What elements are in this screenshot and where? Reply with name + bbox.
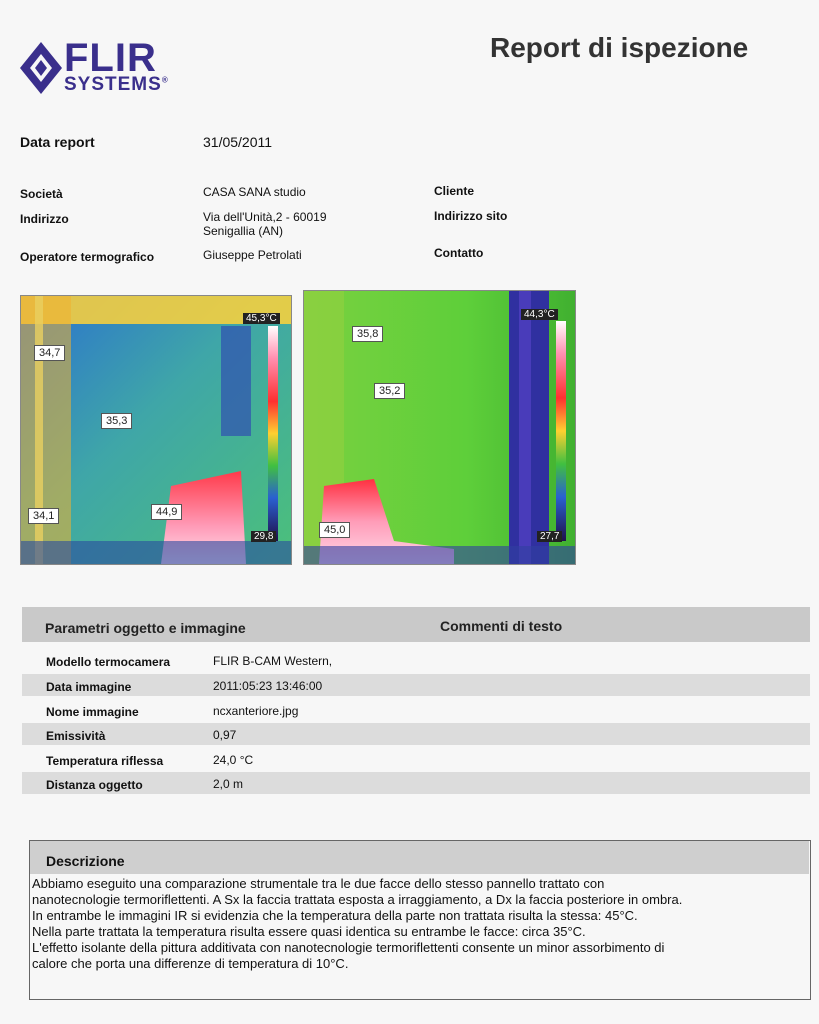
left-spot-2: 35,3: [101, 413, 132, 429]
description-title: Descrizione: [46, 853, 125, 869]
left-spot-3: 34,1: [28, 508, 59, 524]
table-row-band: [22, 674, 810, 696]
description-header-band: [30, 841, 809, 874]
right-spot-2: 35,2: [374, 383, 405, 399]
right-scale-max: 44,3°C: [521, 309, 558, 320]
param-value-temperatura: 24,0 °C: [213, 753, 254, 767]
param-label-data: Data immagine: [46, 680, 132, 694]
indirizzo-line2: Senigallia (AN): [203, 224, 284, 238]
description-line: nanotecnologie termoriflettenti. A Sx la faccia trattata esposta a irraggiamento, a Dx la faccia posteriore in ombra.: [32, 892, 683, 907]
thermal-image-left: [20, 295, 292, 565]
description-text: [32, 876, 808, 972]
param-label-emissivita: Emissività: [46, 729, 106, 743]
param-label-modello: Modello termocamera: [46, 655, 171, 669]
logo-brand: FLIR: [64, 36, 157, 80]
comments-title: Commenti di testo: [440, 618, 563, 634]
param-label-nome: Nome immagine: [46, 705, 139, 719]
report-date-label: Data report: [20, 134, 95, 150]
description-line: Nella parte trattata la temperatura risulta essere quasi identica su entrambe le facce: circa 35°C.: [32, 924, 586, 939]
param-value-data: 2011:05:23 13:46:00: [213, 679, 323, 693]
param-label-distanza: Distanza oggetto: [46, 778, 143, 792]
societa-label: Società: [20, 187, 63, 201]
operatore-value: Giuseppe Petrolati: [203, 248, 302, 262]
indirizzo-label: Indirizzo: [20, 212, 69, 226]
right-spot-1: 35,8: [352, 326, 383, 342]
left-scale-max: 45,3°C: [243, 313, 280, 324]
logo-subtitle: SYSTEMS®: [64, 74, 169, 95]
right-scale-min: 27,7: [537, 531, 562, 542]
param-value-nome: ncxanteriore.jpg: [213, 704, 299, 718]
flir-logo-icon: [18, 40, 64, 96]
description-line: calore che porta una differenze di temperatura di 10°C.: [32, 956, 349, 971]
description-line: Abbiamo eseguito una comparazione strumentale tra le due facce dello stesso pannello trattato con: [32, 876, 605, 891]
indirizzo-line1: Via dell'Unità,2 - 60019: [203, 210, 327, 224]
contatto-label: Contatto: [434, 246, 484, 260]
report-date-value: 31/05/2011: [203, 134, 273, 150]
thermal-image-right: [303, 290, 576, 565]
indirizzo-sito-label: Indirizzo sito: [434, 209, 508, 223]
operatore-label: Operatore termografico: [20, 250, 155, 264]
description-line: L'effetto isolante della pittura additivata con nanotecnologie termoriflettenti consente un minor assorbimento di: [32, 940, 665, 955]
left-spot-4: 44,9: [151, 504, 182, 520]
param-value-modello: FLIR B-CAM Western,: [213, 654, 333, 668]
table-row-band: [22, 723, 810, 745]
left-spot-1: 34,7: [34, 345, 65, 361]
page-title: Report di ispezione: [490, 32, 749, 63]
left-scale-min: 29,8: [251, 531, 276, 542]
cliente-label: Cliente: [434, 184, 475, 198]
params-title: Parametri oggetto e immagine: [45, 620, 246, 636]
param-value-emissivita: 0,97: [213, 728, 237, 742]
right-spot-3: 45,0: [319, 522, 350, 538]
societa-value: CASA SANA studio: [203, 185, 306, 199]
param-value-distanza: 2,0 m: [213, 777, 244, 791]
param-label-temperatura: Temperatura riflessa: [46, 754, 164, 768]
description-line: In entrambe le immagini IR si evidenzia che la temperatura della parte non trattata risulta la stessa: 45°C.: [32, 908, 638, 923]
